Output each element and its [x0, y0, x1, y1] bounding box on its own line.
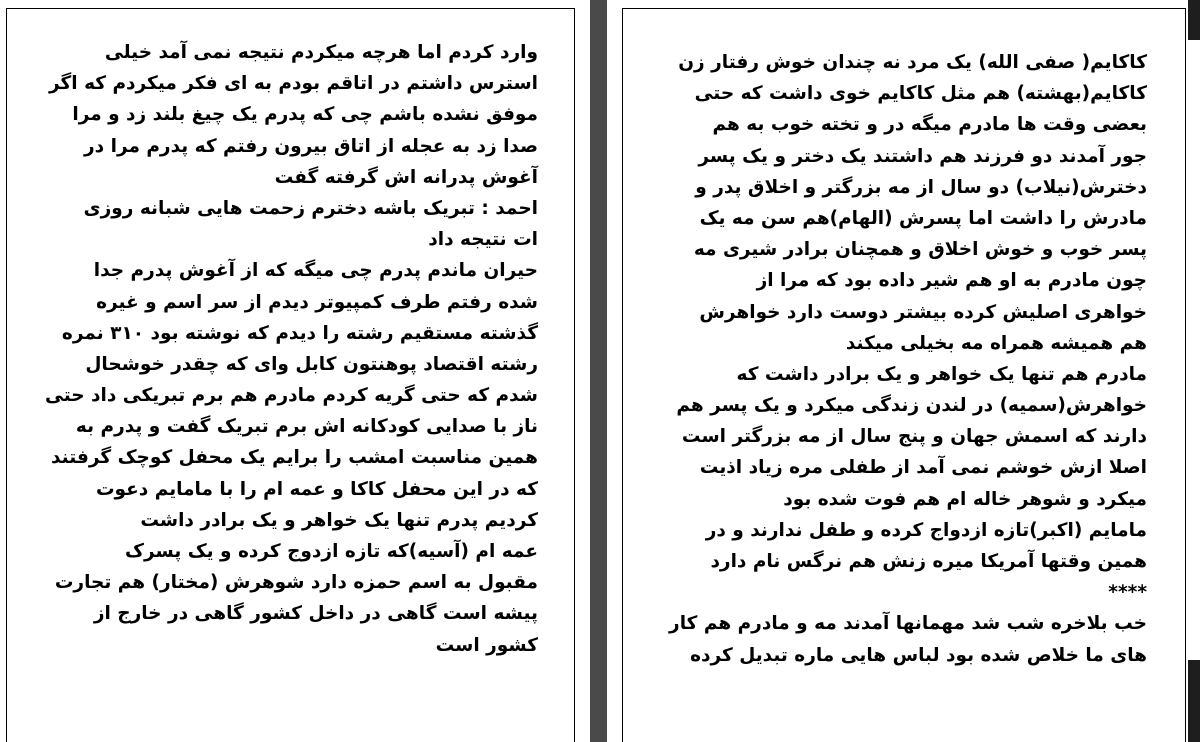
text-line: همین وقتها آمریکا میره زنش هم نرگس نام دارد: [710, 551, 1147, 572]
text-line: خواهری اصلیش کرده بیشتر دوست دارد خواهرش: [699, 301, 1147, 323]
text-line: میکرد و شوهر خاله ام هم فوت شده بود: [783, 488, 1147, 510]
text-line: ****: [1108, 582, 1147, 604]
text-line: دخترش(نیلاب) دو سال از مه بزرگتر و اخلاق پدر و: [695, 176, 1147, 198]
text-line: صدا زد به عجله از اتاق بیرون رفتم که پدرم مرا در: [84, 135, 538, 157]
text-line: که در این محفل کاکا و عمه ام را با مامایم دعوت: [95, 478, 538, 500]
left-page: [6, 8, 575, 742]
text-line: جور آمدند دو فرزند هم داشتند یک دختر و یک پسر: [698, 145, 1147, 167]
text-line: ات نتیجه داد: [428, 229, 538, 251]
text-line: مادرش را داشت اما پسرش (الهام)هم سن مه یک: [699, 207, 1147, 229]
scrollbar-edge[interactable]: [1188, 660, 1200, 742]
text-line: کردیم پدرم تنها یک خواهر و یک برادر داشت: [140, 509, 538, 531]
text-line: مامایم (اکبر)تازه ازدواج کرده و طفل ندارند و در: [705, 519, 1147, 541]
text-line: رشته اقتصاد پوهنتون کابل وای که چقدر خوشحال: [85, 353, 538, 375]
text-line: موفق نشده باشم چی که پدرم یک چیغ بلند زد و مرا: [72, 104, 538, 126]
text-line: آغوش پدرانه اش گرفته گفت: [274, 166, 538, 188]
text-line: بعضی وقت ها مادرم میگه در و تخته خوب به هم: [712, 114, 1147, 136]
text-line: کشور است: [435, 634, 538, 656]
right-page-text: [647, 47, 1147, 671]
text-line: کاکایم(بهشته) هم مثل کاکایم خوی داشت که حتی: [694, 83, 1147, 105]
text-line: خواهرش(سمیه) در لندن زندگی میکرد و یک پسر هم: [676, 395, 1147, 417]
text-line: وارد کردم اما هرچه میکردم نتیجه نمی آمد خیلی: [104, 42, 538, 63]
text-line: استرس داشتم در اتاقم بودم به ای فکر میکردم که اگر: [49, 73, 538, 95]
page-gutter: [590, 0, 607, 742]
right-page: [622, 8, 1186, 742]
left-page-text: [38, 37, 538, 661]
scrollbar-edge[interactable]: [1188, 0, 1200, 40]
text-line: اصلا ازش خوشم نمی آمد از طفلی مره زیاد اذیت: [699, 457, 1147, 479]
text-line: هم همیشه همراه مه بخیلی میکند: [845, 332, 1147, 354]
text-line: ناز با صدایی کودکانه اش برم تبریک گفت و پدرم به: [75, 416, 538, 438]
text-line: پسر خوب و خوش اخلاق و همچنان برادر شیری مه: [693, 239, 1147, 261]
text-line: احمد : تبریک باشه دخترم زحمت هایی شبانه روزی: [83, 197, 538, 219]
text-line: شده رفتم طرف کمپیوتر دیدم از سر اسم و غیره: [96, 291, 538, 313]
text-line: مقبول به اسم حمزه دارد شوهرش (مختار) هم تجارت: [54, 572, 538, 594]
text-line: کاکایم( صفی الله) یک مرد نه چندان خوش رفتار زن: [678, 52, 1147, 73]
text-line: پیشه است گاهی در داخل کشور گاهی در خارج از: [93, 603, 538, 625]
text-line: های ما خلاص شده بود لباس هایی ماره تبدیل کرده: [690, 644, 1147, 666]
text-line: همین مناسبت امشب را برایم یک محفل کوچک گرفتند: [51, 447, 538, 469]
text-line: چون مادرم به او هم شیر داده بود که مرا از: [756, 270, 1147, 292]
text-line: گذشته مستقیم رشته را دیدم که نوشته بود ۳۱۰ نمره: [61, 322, 538, 344]
text-line: مادرم هم تنها یک خواهر و یک برادر داشت که: [736, 363, 1147, 385]
text-line: دارند که اسمش جهان و پنج سال از مه بزرگتر است: [681, 426, 1147, 448]
text-line: عمه ام (آسیه)که تازه ازدوج کرده و یک پسرک: [125, 541, 538, 562]
text-line: شدم که حتی گریه کردم مادرم هم برم تبریکی داد حتی: [45, 385, 538, 407]
text-line: حیران ماندم پدرم چی میگه که از آغوش پدرم جدا: [93, 260, 538, 282]
text-line: خب بلاخره شب شد مهمانها آمدند مه و مادرم هم کار: [669, 613, 1147, 635]
